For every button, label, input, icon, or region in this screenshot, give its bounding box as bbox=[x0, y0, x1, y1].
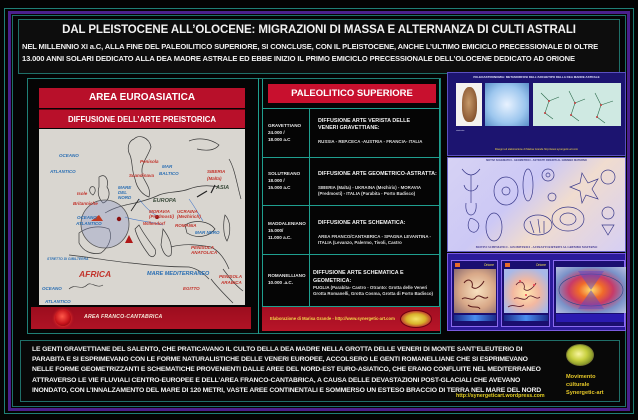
row-description: DIFFUSIONE ARTE VERISTA DELLE bbox=[318, 118, 411, 124]
period-range: 11.000 a.C. bbox=[268, 235, 292, 240]
orione-panel-1 bbox=[451, 260, 498, 327]
movement-label bbox=[566, 373, 604, 397]
row-description: VENERI GRAVETTIANE: bbox=[318, 125, 380, 131]
description-line: PARABITA E SI ESPRIMEVANO CON LE FORME NATURALISTICHE DELLE VENERI EUROPEE, ACCOLSERO LE GENTI ROMANELLIANE CHE SI ESPRIMEVANO bbox=[32, 356, 528, 364]
table-header: PALEOLITICO SUPERIORE bbox=[268, 84, 436, 103]
map-label: ROMANIA bbox=[175, 223, 197, 228]
map-label: PENISOLA bbox=[191, 245, 215, 250]
row-places: ITALIA (Levanzo, Palermo, Tivoli, Castro bbox=[318, 240, 402, 245]
period-range: 15.000 a.C bbox=[268, 185, 291, 190]
map-label: MARE MEDITERRANEO bbox=[147, 271, 210, 277]
image-card-motivi-schematici bbox=[447, 157, 626, 252]
description-line: NELLE FORME GEOMETRIZZANTI E SCHEMATICHE PROVENIENTI DALLE AREE DEL NORD-EST EURO-ASIATICO, CHE ERANO CONFLUITE NEL MEDITERRANEO bbox=[32, 366, 541, 374]
map-label: ASIA bbox=[216, 185, 230, 191]
period-name: ROMANELLIANO bbox=[268, 273, 306, 278]
table-row bbox=[262, 109, 440, 158]
synergetic-logo-icon bbox=[400, 310, 432, 328]
map-label: Britanniche bbox=[73, 201, 98, 206]
period-cell bbox=[263, 158, 310, 205]
map-label: ATLANTICO bbox=[45, 299, 71, 304]
map-subtitle: DIFFUSIONE DELL’ARTE PREISTORICA bbox=[39, 109, 245, 128]
row-places: PUGLIA (Parabita- Castro - Otranto: Grotta delle Veneri bbox=[313, 285, 428, 290]
row-places: AREA FRANCO/CANTABRICA - SPAGNA LEVANTINA - bbox=[318, 234, 432, 239]
precession-diagram-image bbox=[556, 267, 626, 313]
table-row bbox=[262, 158, 440, 206]
description-text bbox=[32, 345, 572, 396]
chronology-table bbox=[262, 79, 440, 333]
map-label: ANATOLICA bbox=[191, 250, 218, 255]
card-credit: Disegni ed elaborazione di Marisa Grande http://www.synergetic-art.com bbox=[494, 148, 579, 151]
period-range: 15.000/ bbox=[268, 228, 284, 233]
row-places: RUSSIA - REP.CECA -AUSTRIA - FRANCIA- ITALIA bbox=[318, 139, 423, 144]
period-range: 18.000 / bbox=[268, 178, 285, 183]
description-line: INONDATO, CON L’INNALZAMENTO DEL MARE DI 120 METRI, VASTE AREE CONTINENTALI E SOMMERSO UN ESTESO BRACCIO DI TERRA NEL MARE DEL NORD bbox=[32, 386, 542, 394]
map-label: ATLANTICO bbox=[50, 169, 76, 174]
map-label: ATLANTICO bbox=[76, 221, 102, 226]
movement-line: cúlturale bbox=[566, 382, 590, 388]
venus-figurine-image bbox=[456, 83, 482, 126]
map-label: MAR bbox=[162, 164, 173, 169]
legend-label: AREA FRANCO-CANTABRICA bbox=[84, 314, 163, 320]
table-header-row bbox=[262, 79, 440, 109]
period-cell bbox=[263, 109, 310, 157]
europe-map bbox=[39, 129, 245, 305]
synergetic-art-logo-icon bbox=[566, 344, 594, 366]
map-label: (Predmosti) bbox=[149, 214, 175, 219]
map-label: (Malta) bbox=[207, 176, 222, 181]
map-label: Penisola bbox=[140, 159, 159, 164]
intro-line: NEL MILLENNIO XI a.C, ALLA FINE DEL PALEOILITICO SUPERIORE, SI CONCLUSE, CON IL PLEISTOCENE, ANCHE L’ULTIMO EMICICLO PRECESSIONALE DI OLTRE bbox=[22, 42, 599, 51]
map-label: Isole bbox=[77, 191, 88, 196]
vertical-divider bbox=[258, 78, 259, 334]
intro-line: 13.000 ANNI SOLARI DEDICATO ALLA DEA MADRE ASTRALE ED EBBE INIZIO IL PRIMO EMICICLO PRECESSIONALE DELL’OLOCENE DEDICATO AD ORIONE bbox=[22, 54, 575, 63]
card-caption: MOTIVI SCHEMATICI - GEOMETRICI - ASTRATTI RIFERITI AL GREMBO MATERNO bbox=[475, 245, 598, 249]
map-label: MARE bbox=[118, 185, 132, 190]
intro-text bbox=[22, 41, 620, 65]
movement-line: Synergetic-art bbox=[566, 390, 604, 396]
period-cell bbox=[263, 206, 310, 254]
schematic-motifs-icon bbox=[448, 163, 627, 247]
page-title: DAL PLEISTOCENE ALL’OLOCENE: MIGRAZIONI DI MASSA E ALTERNANZA DI CULTI ASTRALI bbox=[62, 24, 576, 36]
map-label: NORD bbox=[118, 195, 132, 200]
period-range: 10.000 .a.C. bbox=[268, 280, 294, 285]
map-label: DEL bbox=[118, 190, 127, 195]
map-label: EUROPA bbox=[153, 198, 177, 204]
period-range: 24.000 / bbox=[268, 130, 285, 135]
constellation-diagram-image bbox=[533, 83, 621, 126]
map-label: OCEANO bbox=[59, 153, 79, 158]
credit-link[interactable]: Elaborazione di Marisa Grande - http://www.synergetic-art.com bbox=[270, 316, 395, 321]
map-label: OCEANO bbox=[77, 215, 97, 220]
map-label: EGITTO bbox=[183, 286, 200, 291]
table-row bbox=[262, 255, 440, 307]
map-label: PENISOLA bbox=[219, 274, 243, 279]
orione-label: Orione bbox=[483, 263, 494, 267]
row-places: Grotta Romanelli, Grotta Cosma, Grotta di Porto Badisco) bbox=[313, 291, 434, 296]
map-label: MORAVIA bbox=[149, 209, 170, 214]
orione-engraving-image bbox=[454, 269, 496, 313]
map-label: ARABICA bbox=[221, 280, 242, 285]
period-name: GRAVETTIANO bbox=[268, 123, 302, 128]
card-title: MOTIVI SCHEMATICI - GEOMETRICI - ASTRATTI RIFERITI AL GREMBO MATERNO bbox=[486, 159, 587, 162]
map-label: AFRICA bbox=[79, 269, 112, 279]
row-description: DIFFUSIONE ARTE GEOMETRICO-ASTRATTA: bbox=[318, 171, 437, 177]
image-card-orione bbox=[447, 253, 626, 331]
orione-constellation-image bbox=[504, 269, 548, 313]
image-card-paleoastronomia bbox=[447, 72, 626, 156]
map-label: Scandinava bbox=[129, 173, 155, 178]
row-places: (Predmosti) - ITALIA (Parabita - Porto Badisco) bbox=[318, 191, 416, 196]
map-label: Willendorf bbox=[143, 221, 165, 226]
map-panel bbox=[39, 88, 245, 332]
caption-text: ▪▪▪▪▪▪▪▪▪▪ bbox=[456, 129, 465, 132]
map-label: MAR NERO bbox=[195, 230, 220, 235]
map-label: STRETTO DI GIBILTERRA bbox=[47, 257, 89, 261]
map-legend bbox=[31, 307, 251, 329]
card-title: PALEOASTRONOMIA: METAMORFOSI DELL’ARCHETIPO DELLA DEA MADRE ASTRALE bbox=[473, 75, 600, 79]
map-label: SIBERIA bbox=[207, 169, 226, 174]
website-link[interactable]: http://synergeticart.wordpress.com bbox=[456, 393, 545, 399]
row-description: DIFFUSIONE ARTE SCHEMATICA: bbox=[318, 220, 406, 226]
map-title: AREA EUROASIATICA bbox=[39, 88, 245, 108]
row-places: SIBERIA (Malta) - UKRAINA (Mezhirix) - MORAVIA bbox=[318, 185, 422, 190]
map-label: BALTICO bbox=[159, 171, 179, 176]
description-line: LE GENTI GRAVETTIANE DEL SALENTO, CHE PRATICAVANO IL CULTO DELLA DEA MADRE NELLA GROTTA DELLE VENERI DI MONTE SANT’ELEUTERIO DI bbox=[32, 346, 523, 353]
precession-panel bbox=[553, 260, 625, 327]
red-orb-icon bbox=[55, 310, 71, 326]
description-line: ATTRAVERSO LE VIE FLUVIALI CENTRO-EUROPEE E DELL’AREA FRANCO-CANTABRICA, A CAUSA DELLE DEVASTAZIONI POST-GLACIALI CHE AVEVANO bbox=[32, 376, 521, 384]
constellation-snow-image bbox=[485, 83, 529, 126]
period-cell bbox=[263, 255, 310, 306]
table-footer bbox=[262, 307, 440, 331]
period-range: 18.000 a.C bbox=[268, 137, 291, 142]
period-name: SOLUTREANO bbox=[268, 171, 301, 176]
map-label: OCEANO bbox=[42, 286, 62, 291]
period-name: MADDALENIANO bbox=[268, 221, 306, 226]
row-description: DIFFUSIONE ARTE SCHEMATICA E GEOMETRICA: bbox=[313, 270, 404, 284]
map-label: (Mezhirich) bbox=[177, 214, 201, 219]
map-label: UCRAINA bbox=[177, 209, 198, 214]
orione-label: Orione bbox=[535, 263, 546, 267]
movement-line: Movimento bbox=[566, 374, 596, 380]
bottom-description-box bbox=[20, 340, 620, 402]
orione-panel-2 bbox=[501, 260, 550, 327]
table-row bbox=[262, 206, 440, 255]
header-box bbox=[18, 19, 620, 74]
